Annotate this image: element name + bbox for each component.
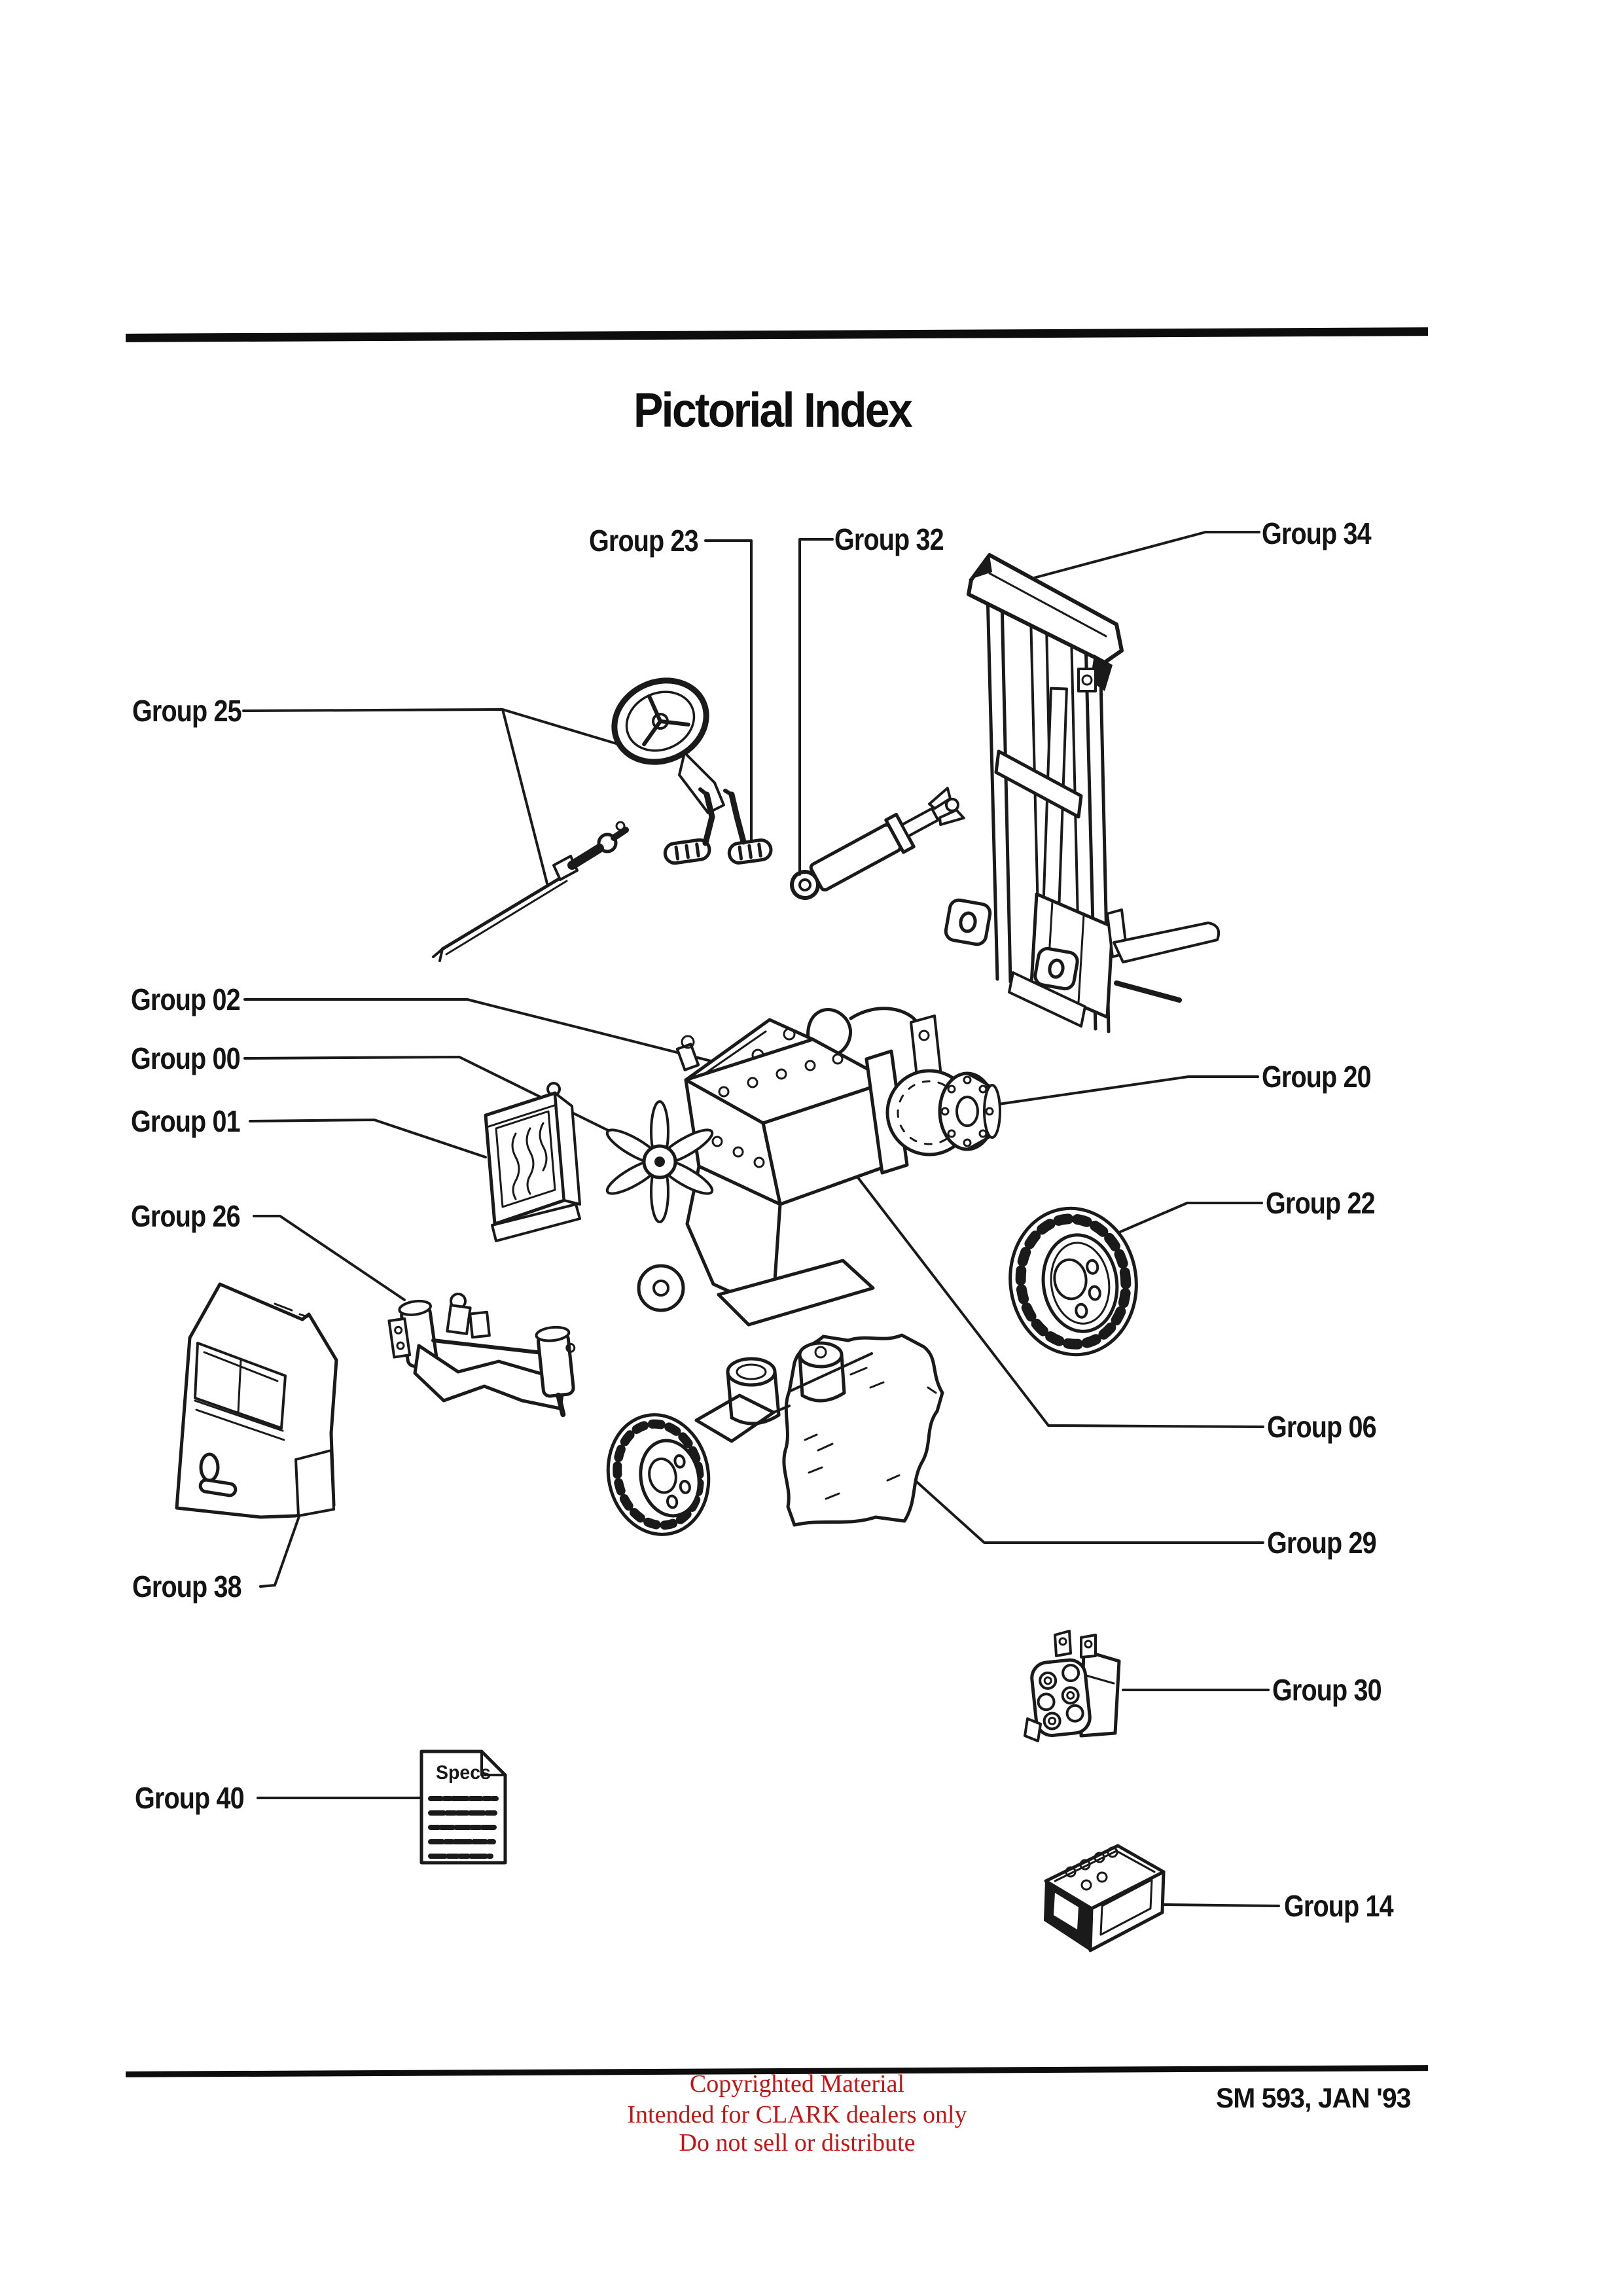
watermark-line-1: Copyrighted Material [689, 2070, 905, 2098]
label-group-29: Group 29 [1267, 1526, 1376, 1560]
label-group-06: Group 06 [1267, 1410, 1376, 1444]
label-group-23: Group 23 [589, 524, 698, 558]
label-group-14: Group 14 [1284, 1889, 1393, 1923]
label-group-20: Group 20 [1262, 1060, 1371, 1094]
leader-group-25 [243, 709, 620, 745]
engine-transmission-drawing [603, 1009, 1000, 1325]
steering-column-drawing [433, 822, 626, 961]
leader-group-01 [250, 1120, 486, 1157]
leader-group-29 [899, 1466, 1263, 1543]
label-group-02: Group 02 [131, 982, 240, 1016]
tilt-cylinder-drawing [785, 786, 966, 907]
watermark-line-2: Intended for CLARK dealers only [627, 2101, 967, 2128]
upright-mast-drawing [944, 555, 1219, 1031]
label-group-30: Group 30 [1272, 1673, 1382, 1707]
label-group-01: Group 01 [131, 1104, 240, 1138]
doc-reference: SM 593, JAN '93 [1216, 2083, 1411, 2114]
page-title: Pictorial Index [633, 383, 911, 437]
radiator-drawing [486, 1083, 580, 1241]
leader-group-25b [503, 709, 547, 884]
label-group-38: Group 38 [132, 1570, 241, 1604]
label-group-25: Group 25 [132, 694, 241, 728]
label-group-40: Group 40 [135, 1781, 244, 1815]
counterweight-drawing [177, 1284, 336, 1517]
frame-drawing [696, 1335, 942, 1525]
label-group-00: Group 00 [131, 1041, 240, 1075]
label-group-34: Group 34 [1262, 516, 1371, 550]
control-valve-drawing [1025, 1631, 1119, 1741]
leader-group-26 [254, 1216, 404, 1300]
steering-wheel-drawing [601, 666, 724, 813]
leader-group-32 [800, 539, 832, 874]
leader-group-14 [1162, 1905, 1279, 1906]
leader-group-38 [260, 1515, 300, 1587]
leader-group-02 [245, 999, 713, 1062]
steer-wheel-tire-drawing [597, 1405, 720, 1544]
steer-axle-drawing [387, 1294, 581, 1416]
label-group-22: Group 22 [1266, 1186, 1375, 1220]
leader-group-00 [245, 1057, 652, 1152]
leader-group-20 [967, 1077, 1258, 1109]
watermark-line-3: Do not sell or distribute [679, 2129, 916, 2157]
label-group-32: Group 32 [834, 522, 944, 556]
specs-sheet-title: Specs [436, 1762, 491, 1784]
leader-group-22 [1120, 1203, 1262, 1232]
battery-drawing [1044, 1846, 1164, 1950]
label-group-26: Group 26 [131, 1199, 240, 1233]
leader-group-34 [1031, 532, 1259, 579]
drive-wheel-drawing [1001, 1200, 1145, 1363]
